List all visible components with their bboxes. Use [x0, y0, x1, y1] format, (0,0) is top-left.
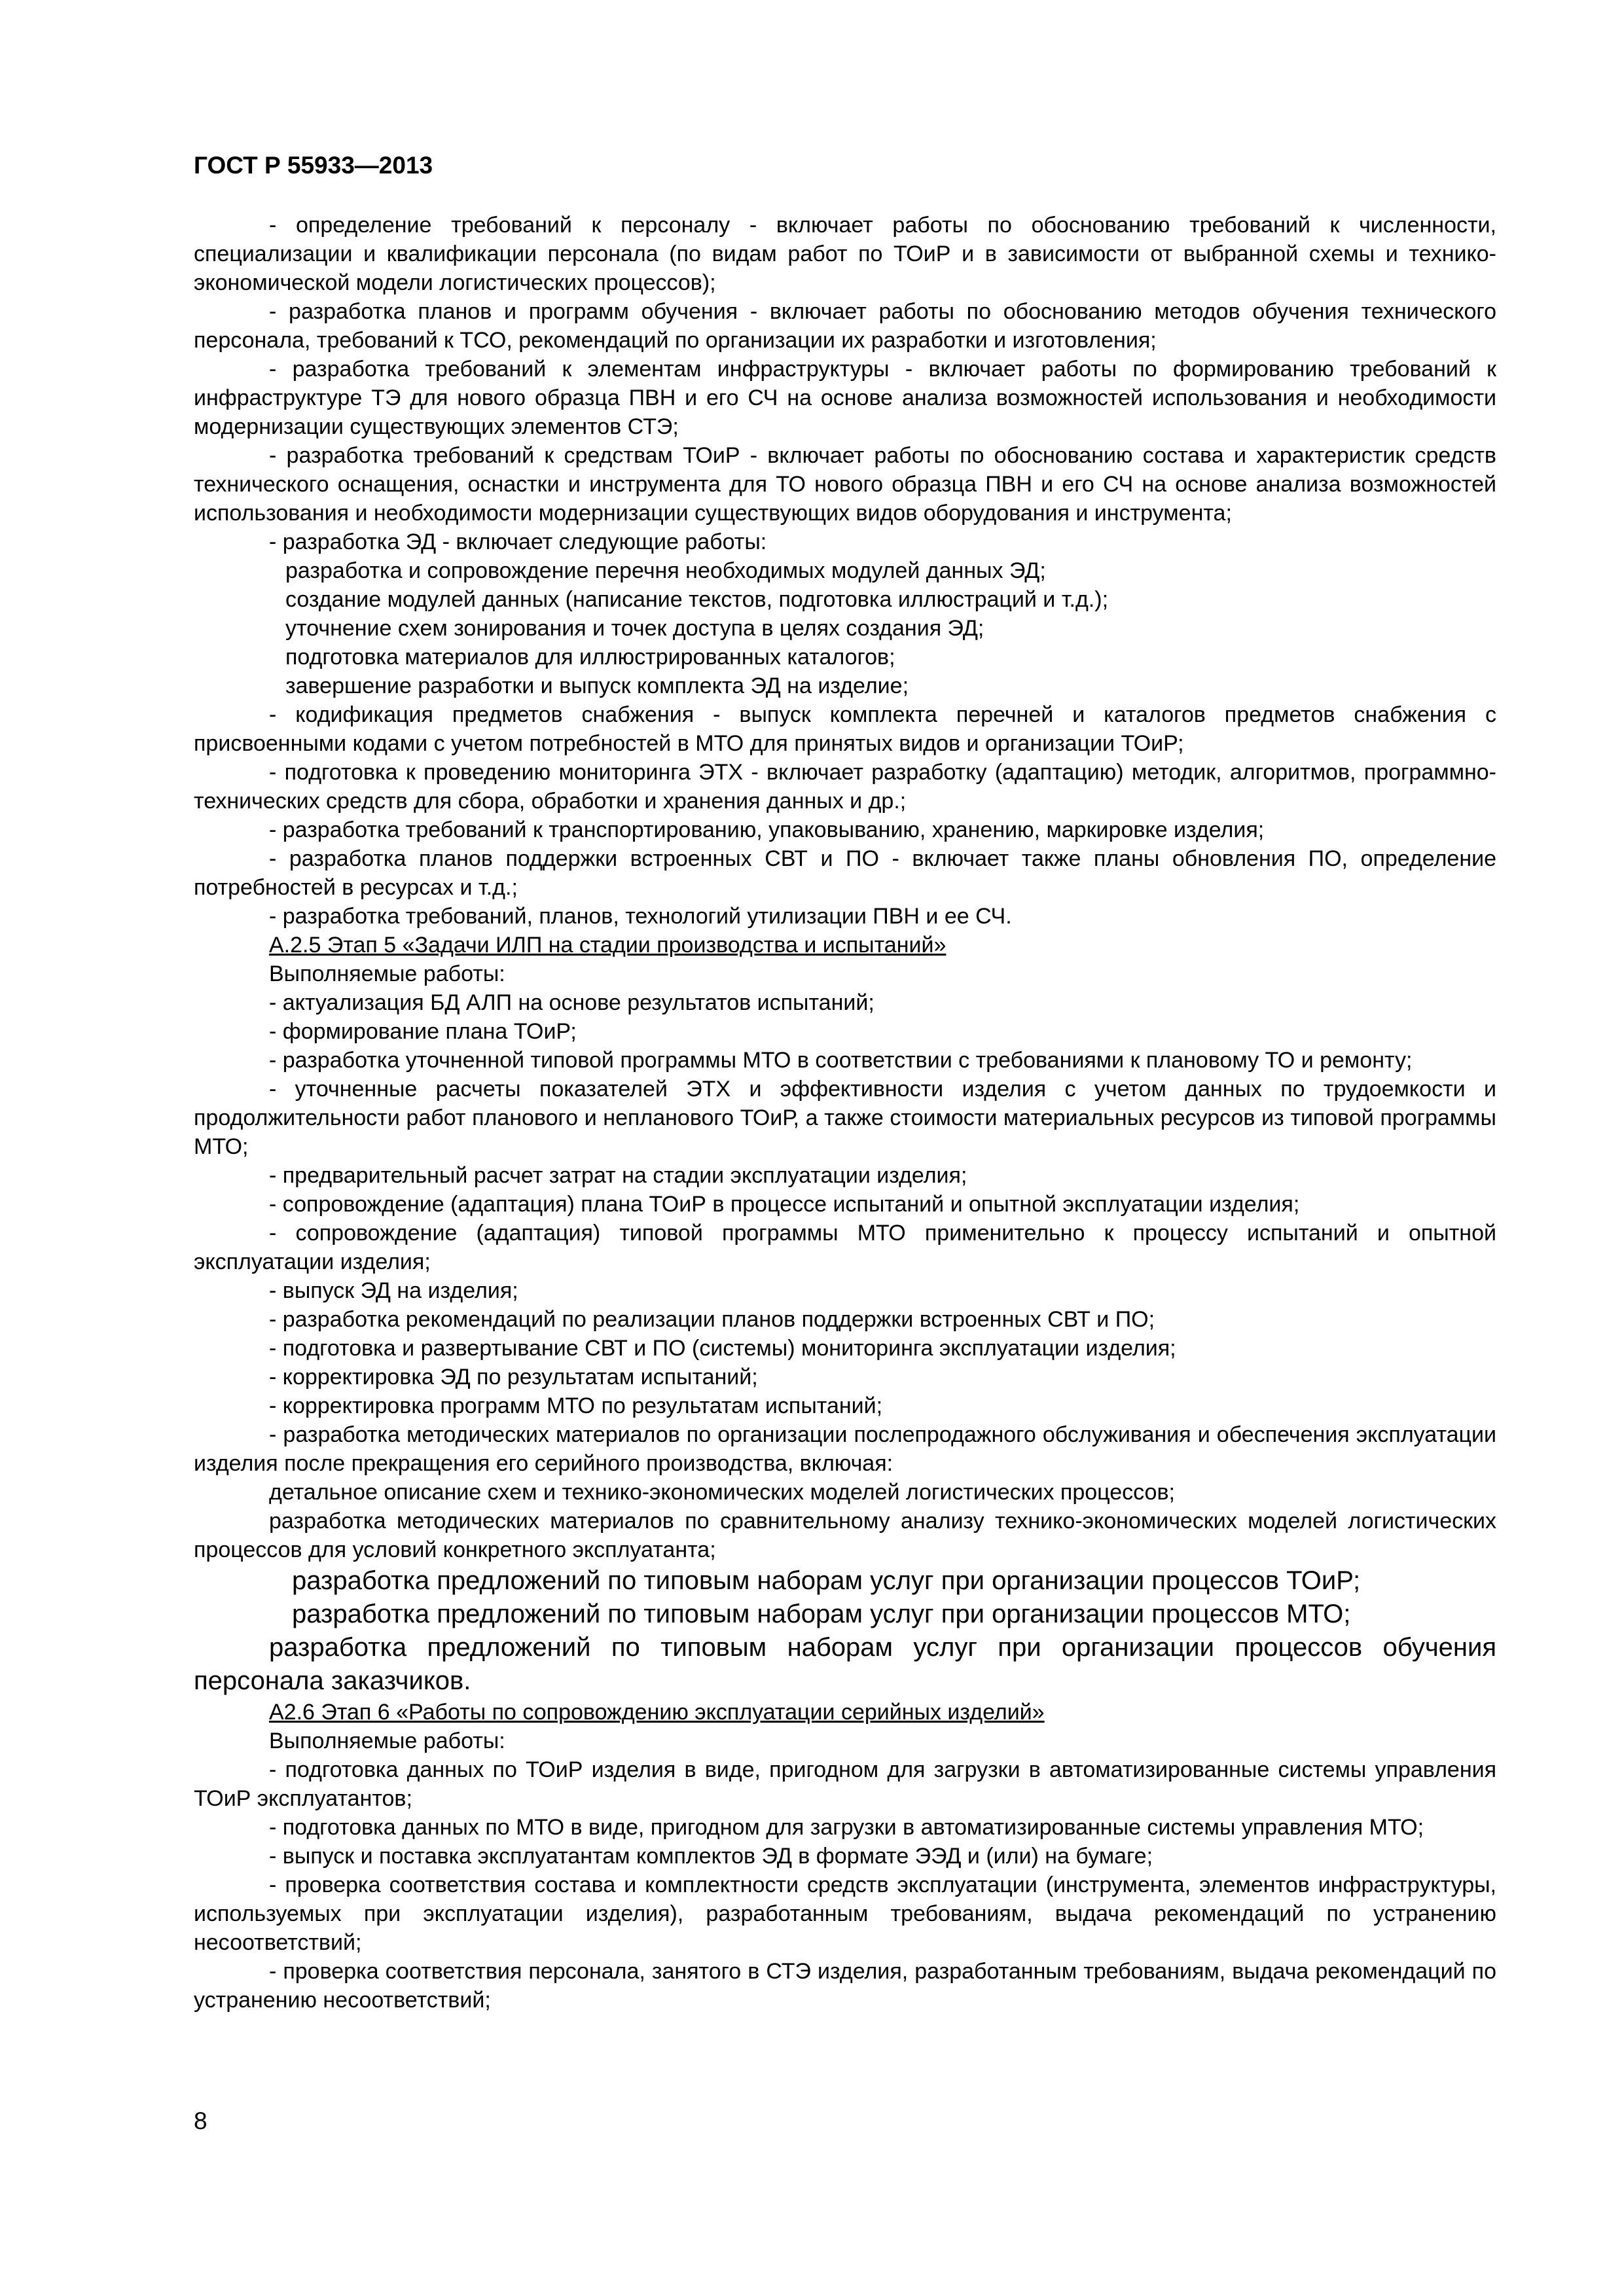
paragraph: - разработка уточненной типовой программы МТО в соответствии с требованиями к плановому ТО и ремонту; [269, 1048, 1413, 1073]
paragraph: - подготовка данных по ТОиР изделия в виде, пригодном для загрузки в автоматизированные системы управления ТОиР эксплуатантов; [194, 1757, 1496, 1811]
paragraph: - предварительный расчет затрат на стадии эксплуатации изделия; [269, 1163, 967, 1188]
paragraph: - подготовка к проведению мониторинга ЭТХ - включает разработку (адаптацию) методик, алгоритмов, программно-технических средств для сбора, обработки и хранения данных и др.; [194, 760, 1496, 814]
paragraph: - проверка соответствия состава и комплектности средств эксплуатации (инструмента, элементов инфраструктуры, используемых при эксплуатации изделия), разработанным требованиям, выдача рекомендаций по устранению несоответствий; [194, 1873, 1496, 1955]
page-number: 8 [194, 2108, 208, 2134]
sub-item: разработка и сопровождение перечня необходимых модулей данных ЭД; [285, 558, 1046, 583]
paragraph: - определение требований к персоналу - включает работы по обоснованию требований к численности, специализации и квалификации персонала (по видам работ по ТОиР и в зависимости от выбранной схемы и технико-экономической модели логистических процессов); [194, 213, 1496, 295]
sub-item: создание модулей данных (написание текстов, подготовка иллюстраций и т.д.); [285, 587, 1109, 612]
paragraph: - разработка методических материалов по организации послепродажного обслуживания и обеспечения эксплуатации изделия после прекращения его серийного производства, включая: [194, 1422, 1496, 1476]
paragraph: - разработка требований к средствам ТОиР - включает работы по обоснованию состава и характеристик средств технического оснащения, оснастки и инструмента для ТО нового образца ПВН и его СЧ на основе анализа возможностей использования и необходимости модернизации существующих видов оборудования и инструмента; [194, 443, 1496, 526]
paragraph: Выполняемые работы: [269, 961, 505, 986]
paragraph: - разработка планов поддержки встроенных СВТ и ПО - включает также планы обновления ПО, определение потребностей в ресурсах и т.д.; [194, 846, 1496, 900]
sub-item: завершение разработки и выпуск комплекта ЭД на изделие; [285, 673, 909, 698]
paragraph: - разработка требований к транспортированию, упаковыванию, хранению, маркировке изделия; [269, 817, 1265, 842]
paragraph: - разработка планов и программ обучения - включает работы по обоснованию методов обучения технического персонала, требований к ТСО, рекомендаций по организации их разработки и изготовления; [194, 299, 1496, 353]
paragraph: - проверка соответствия персонала, занятого в СТЭ изделия, разработанным требованиям, выдача рекомендаций по устранению несоответствий; [194, 1959, 1496, 2013]
paragraph: детальное описание схем и технико-экономических моделей логистических процессов; [269, 1480, 1175, 1505]
paragraph-large: разработка предложений по типовым наборам услуг при организации процессов обучения персонала заказчиков. [194, 1633, 1496, 1695]
paragraph: - разработка рекомендаций по реализации планов поддержки встроенных СВТ и ПО; [269, 1307, 1155, 1332]
document-body [194, 211, 1496, 2015]
paragraph: - выпуск и поставка эксплуатантам комплектов ЭД в формате ЭЭД и (или) на бумаге; [269, 1844, 1153, 1869]
document-header: ГОСТ Р 55933—2013 [194, 152, 433, 179]
paragraph: Выполняемые работы: [269, 1729, 505, 1753]
paragraph: - сопровождение (адаптация) типовой программы МТО применительно к процессу испытаний и опытной эксплуатации изделия; [194, 1221, 1496, 1274]
paragraph: - подготовка и развертывание СВТ и ПО (системы) мониторинга эксплуатации изделия; [269, 1336, 1176, 1361]
paragraph: - разработка требований к элементам инфраструктуры - включает работы по формированию требований к инфраструктуре ТЭ для нового образца ПВН и его СЧ на основе анализа возможностей использования и необходимости модернизации существующих элементов СТЭ; [194, 357, 1496, 439]
paragraph: разработка методических материалов по сравнительному анализу технико-экономических моделей логистических процессов для условий конкретного эксплуатанта; [194, 1509, 1496, 1562]
paragraph-large: разработка предложений по типовым наборам услуг при организации процессов МТО; [292, 1600, 1351, 1628]
sub-item: подготовка материалов для иллюстрированных каталогов; [285, 645, 895, 670]
paragraph: - формирование плана ТОиР; [269, 1019, 577, 1044]
paragraph: - выпуск ЭД на изделия; [269, 1278, 518, 1303]
section-heading: А.2.5 Этап 5 «Задачи ИЛП на стадии производства и испытаний» [269, 933, 947, 958]
paragraph: - корректировка программ МТО по результатам испытаний; [269, 1393, 883, 1418]
paragraph-large: разработка предложений по типовым наборам услуг при организации процессов ТОиР; [292, 1566, 1361, 1595]
paragraph: - актуализация БД АЛП на основе результатов испытаний; [269, 990, 875, 1015]
paragraph: - подготовка данных по МТО в виде, пригодном для загрузки в автоматизированные системы управления МТО; [269, 1815, 1424, 1840]
paragraph: - уточненные расчеты показателей ЭТХ и эффективности изделия с учетом данных по трудоемкости и продолжительности работ планового и непланового ТОиР, а также стоимости материальных ресурсов из типовой программы МТО; [194, 1077, 1496, 1159]
paragraph: - кодификация предметов снабжения - выпуск комплекта перечней и каталогов предметов снабжения с присвоенными кодами с учетом потребностей в МТО для принятых видов и организации ТОиР; [194, 702, 1496, 756]
sub-item: уточнение схем зонирования и точек доступа в целях создания ЭД; [285, 616, 984, 641]
paragraph: - корректировка ЭД по результатам испытаний; [269, 1365, 758, 1390]
paragraph: - разработка ЭД - включает следующие работы: [269, 529, 767, 554]
section-heading: А2.6 Этап 6 «Работы по сопровождению эксплуатации серийных изделий» [269, 1700, 1045, 1725]
paragraph: - разработка требований, планов, технологий утилизации ПВН и ее СЧ. [269, 904, 1012, 929]
paragraph: - сопровождение (адаптация) плана ТОиР в процессе испытаний и опытной эксплуатации изделия; [269, 1192, 1300, 1217]
